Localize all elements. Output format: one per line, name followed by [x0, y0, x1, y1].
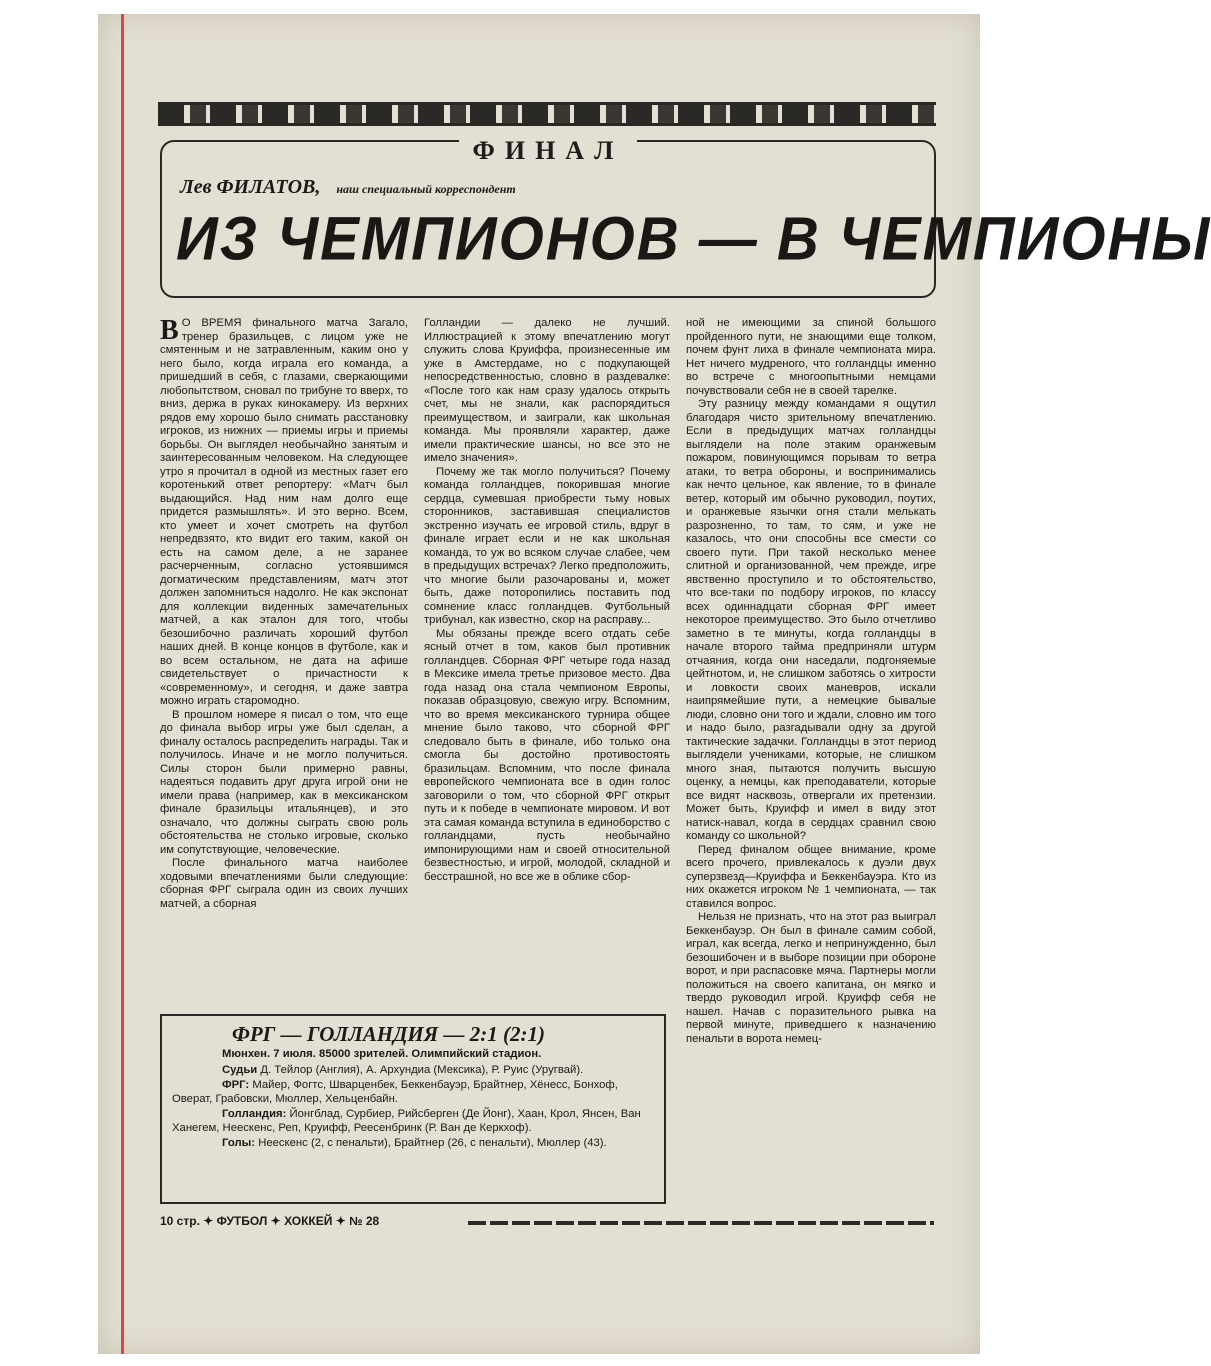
drop-cap: В [160, 315, 179, 346]
decorative-header-band [158, 102, 936, 126]
match-goals [172, 1137, 654, 1151]
author-role: наш специальный корреспондент [336, 182, 516, 196]
separator-icon: ✦ [203, 1214, 214, 1228]
article-paragraph: Почему же так могло получиться? Почему команда голландцев, покорившая многие сердца, сумевшая приобрести тьму новых сторонников, заставившая специалистов экстренно изучать ее игровой стиль, вдруг в финале играет если и не как школьная команда, то уж во всяком случае слабее, чем в предыдущих встречах? Легко предположить, что многие были разочарованы и, может быть, даже поторопились поставить под сомнение класс голландцев. Футбольный трибунал, как известно, скор на расправу... [424, 465, 670, 626]
article-paragraph: ной не имеющими за спиной большого пройденного пути, не знающими еще толком, почем фунт лиха в финале чемпионата мира. Нет ничего мудреного, что голландцы именно во встрече с многоопытными немцами почувствовали себя не в своей тарелке. [686, 317, 936, 397]
paragraph-text: О ВРЕМЯ финального матча Загало, тренер бразильцев, с лицом уже не смятенным и не затравленным, каким оно у него было, когда играла его команда, а пришедший в себя, с глазами, сверкающими любопытством, сновал по трибуне то вверх, то вниз, держа в руках кинокамеру. Из верхних рядов ему хорошо было снимать расстановку игроков, из нижних — приемы игры и приемы борьбы. Он выглядел необычайно занятым и заинтересованным человеком. На следующее утро я прочитал в одной из местных газет его коротенький ответ репортеру: «Матч был выдающийся. Над ним нам долго еще придется размышлять». И это верно. Всем, кто умеет и хочет смотреть на футбол непредвзято, кто видит его таким, какой он есть на самом деле, а не заранее расчерченным, согласно устоявшимся догматическим представлениям, матч этот должен запомниться надолго. Не как экспонат для коллекции виденных замечательных матчей, а как эталон для того, чтобы безошибочно различать хороший футбол наших дней. В конце концов в футболе, как и во всем остальном, не дата на афише свидетельствует о причастности к «современному», и сегодня, и даже завтра можно играть старомодно. [160, 317, 408, 707]
article-paragraph: После финального матча наиболее ходовыми впечатлениями были следующие: сборная ФРГ сыграла один из своих лучших матчей, а сборная [160, 857, 408, 910]
article-paragraph [160, 317, 408, 709]
issue-number: № 28 [349, 1214, 380, 1228]
article-paragraph: В прошлом номере я писал о том, что еще до финала выбор игры уже был сделан, а финалу осталось распределить награды. Так и получилось. Иначе и не могло получиться. Силы сторон были примерно равны, надеяться подавить друг друга игрой они не имели права (например, как в мексиканском финале бразильцы итальянцев), и это означало, что должны сыграть свою роль обстоятельства не столько игровые, сколько им сопутствующие, человеческие. [160, 708, 408, 856]
magazine-name: ФУТБОЛ [216, 1214, 268, 1228]
article-paragraph: Мы обязаны прежде всего отдать себе ясный отчет в том, каков был противник голландцев. Сборная ФРГ четыре года назад в Мексике имела третье призовое место. Два года назад она стала чемпионом Европы, показав образцовую, свежую игру. Вспомним, что во время мексиканского турнира общее мнение было таково, что сборной ФРГ следовало быть в финале, ибо только она смогла бы достойно противостоять бразильцам. Вспомним, что после финала европейского чемпионата все в один голос заговорили о том, что сборной ФРГ открыт путь и к победе в чемпионате мировом. И вот эта самая команда вступила в единоборство с голландцами, пусть необычайно импонирующими нам и своей относительной безвестностью, и игрой, молодой, складной и бесстрашной, но все же в облике сбор- [424, 627, 670, 883]
article-column-2 [424, 317, 670, 1007]
article-paragraph: Голландии — далеко не лучший. Иллюстрацией к этому впечатлению могут служить слова Круиффа, произнесенные им уже в Амстердаме, но с подкупающей непосредственностью, словно в раздевалке: «После того как нам сразу удалось открыть счет, мы не знали, как распорядиться преимуществом, и заиграли, как школьная команда. Мы проявляли характер, даже имели практические шансы, но все это не имело значения». [424, 317, 670, 464]
match-result-box [160, 1014, 666, 1204]
article-column-3 [686, 317, 936, 1229]
section-title: ФИНАЛ [459, 136, 638, 165]
team-netherlands-lineup [172, 1108, 654, 1135]
netherlands-label: Голландия: [222, 1108, 287, 1120]
match-venue [172, 1048, 654, 1062]
article-column-1 [160, 317, 408, 963]
byline [180, 176, 516, 199]
frg-label: ФРГ: [222, 1079, 250, 1091]
frg-text: Майер, Фогтс, Шварценбек, Беккенбауэр, Брайтнер, Хёнесс, Бонхоф, Оверат, Грабовски, Мюллер, Хельценбайн. [172, 1079, 618, 1105]
page-margin-line [121, 14, 124, 1354]
author-name: Лев ФИЛАТОВ, [180, 176, 321, 198]
section-label [162, 136, 934, 166]
match-referees [172, 1064, 654, 1078]
goals-label: Голы: [222, 1137, 256, 1149]
match-score-title: ФРГ — ГОЛЛАНДИЯ — 2:1 (2:1) [232, 1022, 545, 1046]
goals-text: Неескенс (2, с пенальти), Брайтнер (26, с пенальти), Мюллер (43). [258, 1137, 607, 1149]
magazine-name-2: ХОККЕЙ [284, 1214, 333, 1228]
referees-text: Д. Тейлор (Англия), А. Архундиа (Мексика), Р. Руис (Уругвай). [260, 1063, 584, 1076]
article-headline: ИЗ ЧЕМПИОНОВ — В ЧЕМПИОНЫ [176, 205, 1211, 274]
article-paragraph: Нельзя не признать, что на этот раз выиграл Беккенбауэр. Он был в финале самим собой, играл, как всегда, легко и непринужденно, был безошибочен и в выборе позиции при обороне ворот, и при распасовке мяча. Партнеры могли положиться на своего капитана, он мягко и твердо руководил игрой. Круифф себя не нашел. Начав с поразительного рывка на первой минуте, приведшего к назначению пенальти в ворота немец- [686, 911, 936, 1045]
venue-text: Мюнхен. 7 июля. 85000 зрителей. Олимпийский стадион. [222, 1048, 542, 1060]
page-footer [160, 1214, 379, 1228]
netherlands-text: Йонгблад, Сурбиер, Рийсберген (Де Йонг), Хаан, Крол, Янсен, Ван Ханегем, Неескенс, Реп, Круифф, Реесенбринк (Р. Ван де Керкхоф). [172, 1108, 641, 1134]
team-frg-lineup [172, 1079, 654, 1106]
footer-rule [468, 1221, 934, 1225]
referees-label: Судьи [222, 1063, 258, 1076]
page-number: 10 стр. [160, 1214, 200, 1228]
separator-icon: ✦ [335, 1214, 346, 1228]
separator-icon: ✦ [270, 1214, 281, 1228]
article-paragraph: Перед финалом общее внимание, кроме всего прочего, привлекалось к дуэли двух суперзвезд—Круиффа и Беккенбауэра. Кто из них окажется игроком № 1 чемпионата, — так ставился вопрос. [686, 843, 936, 910]
article-paragraph: Эту разницу между командами я ощутил благодаря чисто зрительному впечатлению. Если в предыдущих матчах голландцы выглядели на поле этаким оранжевым пожаром, повинующимся порывам то ветра атаки, то ветра обороны, и воспринимались как нечто цельное, как явление, то в финале ветер, который им обычно руководил, поутих, и оранжевые язычки огня стали мелькать разрозненно, то там, то сям, и уже не казалось, что они способны все смести со своего пути. При такой несколько менее слитной и организованной, чем прежде, игре явственно проступило и то обстоятельство, что все-таки по подбору игроков, по классу всех одиннадцати сборная ФРГ имеет некоторое преимущество. Это было отчетливо заметно в те минуты, когда голландцы в начале второго тайма предприняли штурм отчаяния, когда они наседали, подгоняемые цейтнотом, и, не слишком заботясь о хитрости и ловкости своих маневров, искали наипрямейшие пути, а немецкие бывалые люди, словно они того и ждали, словно им того и надо было, разгадывали одну за другой тактические задачки. Голландцы в этот период выглядели учениками, которые, не слишком много зная, пытаются получить высшую оценку, а немцы, как преподаватели, которые все видят насквозь, отвергали их претензии. Может быть, Круифф и имел в виду этот натиск-навал, когда в сердцах сравнил свою команду со школьной? [686, 398, 936, 842]
